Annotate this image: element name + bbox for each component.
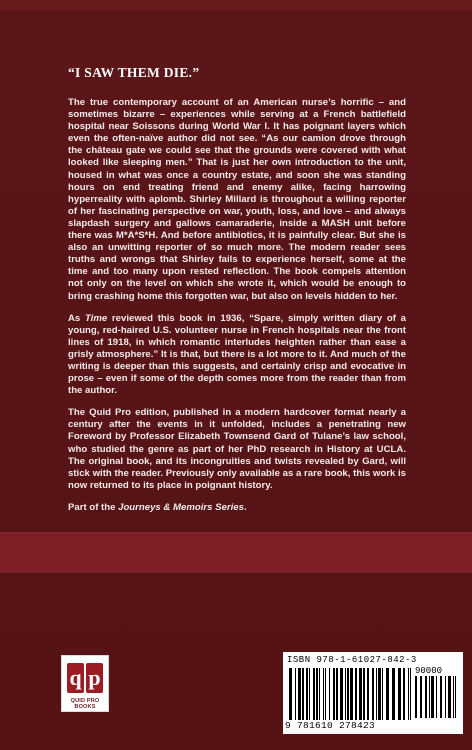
barcode-bar [431,676,434,718]
barcode-bar [316,668,318,720]
barcode-bar [333,668,335,720]
barcode-bar [302,668,304,720]
blurb-paragraph-2 [68,313,406,398]
barcode-bar [319,668,320,720]
barcode-bar [378,668,381,720]
barcode-bar [367,668,369,720]
barcode-bar [313,668,315,720]
barcode-bar [359,668,362,720]
series-end: . [243,501,247,513]
barcode-bar [408,668,409,720]
barcode-bar [392,668,395,720]
barcode-bar [410,668,411,720]
series-lead: Part of the [68,501,119,513]
barcode-bar [386,668,389,720]
logo-mark [66,660,104,696]
barcode-bar [455,676,456,718]
barcode-bar [350,668,353,720]
barcode-bar [336,668,338,720]
publisher-logo [61,655,109,712]
barcode-bar [425,676,427,718]
barcode-bar [415,676,417,718]
barcode-bar [440,676,442,718]
series-name: Journeys & Memoirs Series [118,501,244,513]
time-magazine-name: Time [84,312,108,324]
barcode-bar [453,676,454,718]
logo-letter-p: p [86,663,103,693]
blurb-paragraph-1: The true contemporary account of an American nurse’s horrific – and sometimes bizarre – experiences while serving at a French battlefield hospital near Soissons during World War I. It has poignant layers which even the often-naïve author did not see. “As our camion drove through the château gate we could see that the grounds were covered with what looked like sleeping men.” That is just her own introduction to the unit, housed in what was once a country estate, and soon she was standing hours on end treating friend and enemy alike, facing harrowing hyperreality with aplomb. Shirley Millard is throughout a willing reporter of her fascinating perspective on war, youth, loss, and love – and always slapdash surgery and gallows camaraderie, inside a MASH unit before there was M*A*S*H. And before antibiotics, it is painfully clear. But she is also an unwitting reporter of so much more. The modern reader sees truths and wrongs that Shirley fails to experience herself, some at the time and too many upon rested reflection. The book compels attention not only on the level on which she wrote it, which would be enough to bring crashing home this forgotten war, but also on levels hidden to her. [68,97,406,302]
barcode-bar [355,668,357,720]
addon-barcode [415,676,459,720]
p2-rest: reviewed this book in 1936, “Spare, simply written diary of a young, red-haired U.S. volunteer nurse in French hospitals near the front lines of 1918, in which romantic interludes heighten rather than ease a grisly atmosphere.” It is that, but there is a lot more to it. And much of the writing is deeper than this suggests, and certainly crisp and evocative in prose – even if some of the depth comes more from the reader than from the author. [68,312,406,397]
ean-number: 9 781610 278423 [285,720,376,731]
barcode-bar [363,668,365,720]
barcode-bar [347,668,349,720]
barcode-bar [345,668,346,720]
top-strip [0,0,472,10]
barcode-bar [325,668,326,720]
decorative-band [0,532,472,574]
barcode-bar [309,668,310,720]
barcode-bar [372,668,374,720]
barcode-bar [448,676,451,718]
barcode-bar [420,676,422,718]
barcode-box [283,652,463,734]
barcode-bar [382,668,383,720]
barcode-bar [329,668,330,720]
barcode-bar [306,668,308,720]
barcode-bar [403,668,405,720]
p2-lead: As [68,312,85,324]
barcode-bar [289,668,292,720]
barcode-bar [340,668,343,720]
barcode-bar [436,676,437,718]
ean-barcode [289,668,413,720]
barcode-bar [298,668,301,720]
barcode-bar [323,668,324,720]
logo-letter-q: q [67,663,84,693]
isbn-label: ISBN 978-1-61027-842-3 [287,655,417,665]
barcode-bar [429,676,430,718]
price-addon-number: 90000 [415,666,443,676]
headline: “I SAW THEM DIE.” [68,65,200,80]
barcode-bar [295,668,296,720]
logo-text: QUID PRO BOOKS [70,698,100,710]
barcode-bar [445,676,446,718]
series-note [68,502,406,513]
blurb-paragraph-3: The Quid Pro edition, published in a modern hardcover format nearly a century after the events in it unfolded, includes a penetrating new Foreword by Professor Elizabeth Townsend Gard of Tulane’s law school, who studied the genre as part of her PhD research in History at UCLA. The original book, and its incongruities and twists revealed by Gard, will stick with the reader. Previously only available as a rare book, this work is now returned to its place in poignant history. [68,407,406,491]
barcode-bar [398,668,401,720]
barcode-bar [376,668,377,720]
blurb-content [68,65,406,513]
